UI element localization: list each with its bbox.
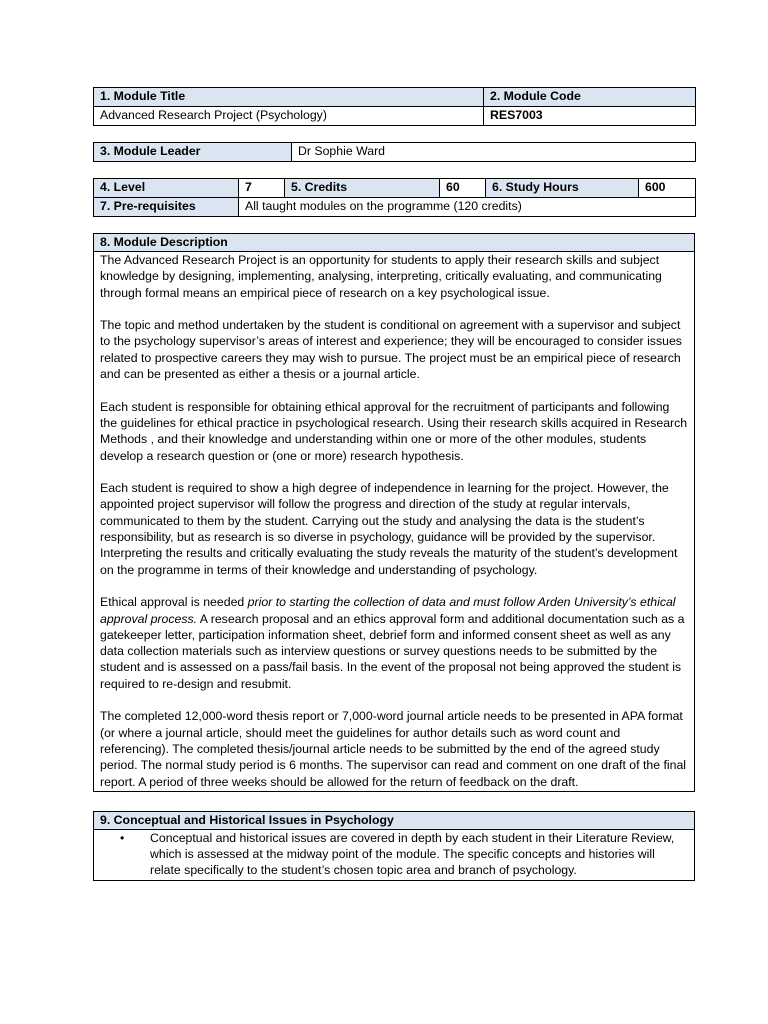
conceptual-issues-label: 9. Conceptual and Historical Issues in Psychology: [94, 811, 695, 829]
module-description-label: 8. Module Description: [94, 234, 695, 252]
module-title-table: [93, 87, 696, 126]
level-label: 4. Level: [94, 179, 239, 198]
description-paragraph-6: The completed 12,000-word thesis report or 7,000-word journal article needs to be presented in APA format (or where a journal article, should meet the guidelines for author details such as word count and referencing). The completed thesis/journal article needs to be submitted by the end of the agreed study period. The normal study period is 6 months. The supervisor can read and comment on one draft of the final report. A period of three weeks should be allowed for the return of feedback on the draft.: [100, 709, 687, 789]
conceptual-issues-table: [93, 811, 695, 881]
description-p5-italic: prior to starting the collection of data and must follow Arden University’s ethical approval process.: [100, 595, 676, 626]
description-paragraph-1: The Advanced Research Project is an opportunity for students to apply their research skills and subject knowledge by designing, implementing, analysing, interpreting, critically evaluating, and communicating through formal means an empirical piece of research on a key psychological issue.: [100, 253, 662, 300]
module-code-label: 2. Module Code: [484, 88, 696, 107]
credits-label: 5. Credits: [285, 179, 440, 198]
prerequisites-label: 7. Pre-requisites: [94, 198, 239, 217]
module-code-value: RES7003: [484, 107, 696, 126]
module-description-body: [94, 252, 695, 792]
description-p5-start: Ethical approval is needed: [100, 595, 248, 610]
module-description-table: [93, 233, 695, 792]
credits-value: 60: [440, 179, 486, 198]
module-title-label: 1. Module Title: [94, 88, 484, 107]
study-hours-label: 6. Study Hours: [486, 179, 639, 198]
description-paragraph-5: [100, 594, 688, 692]
conceptual-issues-bullet-text: Conceptual and historical issues are covered in depth by each student in their Literature Review, which is assessed at the midway point of the module. The specific concepts and histories will relate specifically to the student’s chosen topic area and branch of psychology.: [150, 830, 675, 878]
module-title-value: Advanced Research Project (Psychology): [94, 107, 484, 126]
description-paragraph-3: Each student is responsible for obtaining ethical approval for the recruitment of participants and following the guidelines for ethical practice in psychological research. Using their research skills acquired in Research Methods , and their knowledge and understanding within one or more of the other modules, students develop a research question or (one or more) research hypothesis.: [100, 399, 688, 463]
module-leader-value: Dr Sophie Ward: [292, 143, 696, 162]
module-spec-page: [93, 87, 695, 881]
module-level-table: [93, 178, 696, 217]
description-p5-rest: A research proposal and an ethics approval form and additional documentation such as a gatekeeper letter, participation information sheet, debrief form and informed consent sheet as well as any data collection materials such as interview questions or survey questions needs to be submitted by the student and is assessed on a pass/fail basis. In the event of the proposal not being approved the student is required to re-design and resubmit.: [100, 611, 685, 691]
description-paragraph-4: Each student is required to show a high degree of independence in learning for the project. However, the appointed project supervisor will follow the progress and direction of the study at regular intervals, communicated to them by the student. Carrying out the study and analysing the data is the student’s responsibility, but as research is so diverse in psychology, guidance will be provided by the supervisor. Interpreting the results and critically evaluating the study reveals the maturity of the student’s development on the programme in terms of their knowledge and understanding of psychology.: [100, 481, 678, 577]
level-value: 7: [239, 179, 285, 198]
bullet-icon: •: [120, 830, 125, 845]
study-hours-value: 600: [639, 179, 696, 198]
description-paragraph-2: The topic and method undertaken by the student is conditional on agreement with a supervisor and subject to the psychology supervisor’s areas of interest and experience; they will be encouraged to consider issues related to prospective careers they may wish to pursue. The project must be an empirical piece of research and can be presented as either a thesis or a journal article.: [100, 318, 682, 382]
module-leader-label: 3. Module Leader: [94, 143, 292, 162]
conceptual-issues-body: [94, 829, 695, 880]
module-leader-table: [93, 142, 696, 162]
list-item: [94, 830, 694, 880]
prerequisites-value: All taught modules on the programme (120 credits): [239, 198, 696, 217]
